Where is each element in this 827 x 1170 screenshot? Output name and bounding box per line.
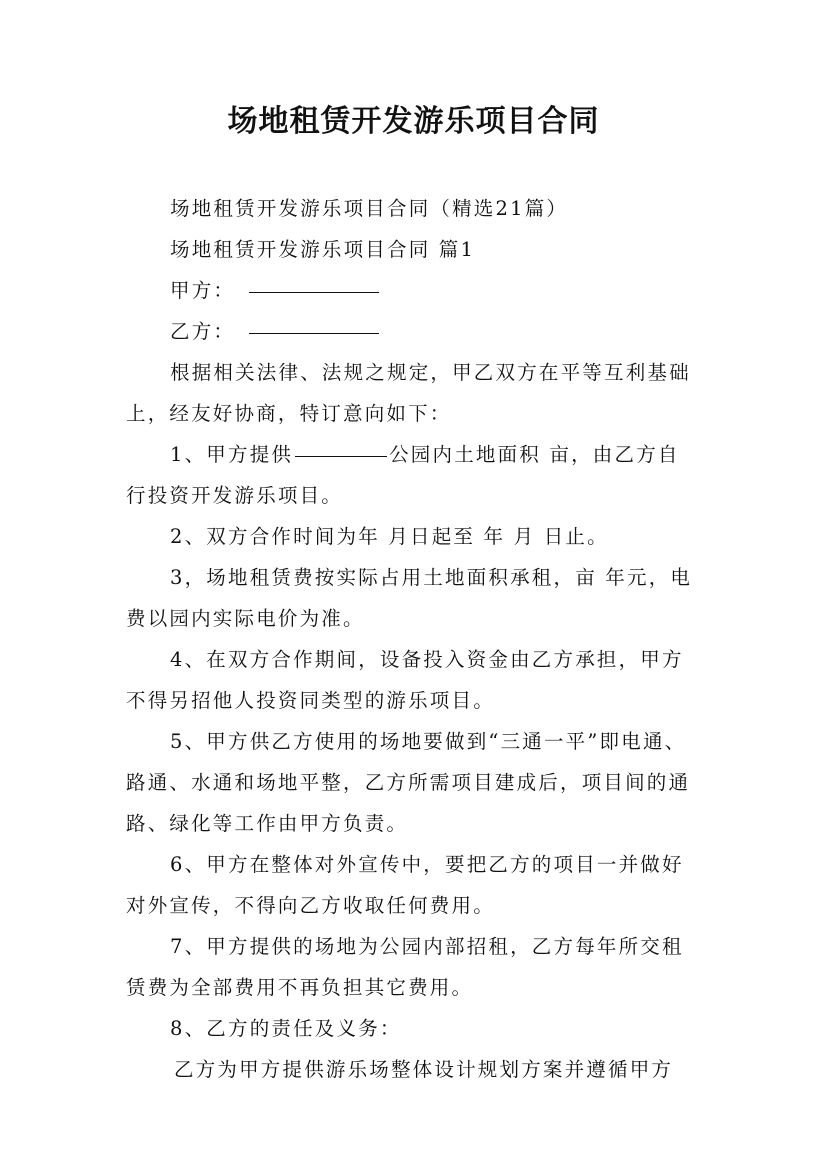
clause-8-line-1: 乙方为甲方提供游乐场整体设计规划方案并遵循甲方 <box>174 1058 674 1081</box>
clause-4-line-2: 不得另招他人投资同类型的游乐项目。 <box>126 689 495 712</box>
section-heading: 场地租赁开发游乐项目合同 篇1 <box>170 238 476 261</box>
party-b-blank <box>249 313 379 334</box>
clause-4-line-1: 4、在双方合作期间，设备投入资金由乙方承担，甲方 <box>170 648 684 671</box>
clause-1-part-2: 公园内土地面积 亩，由乙方自 <box>389 443 680 466</box>
clause-3-line-2: 费以园内实际电价为准。 <box>126 607 365 630</box>
intro-line-2: 上，经友好协商，特订意向如下： <box>126 402 452 425</box>
clause-7-line-2: 赁费为全部费用不再负担其它费用。 <box>126 976 474 999</box>
clause-5-line-1: 5、甲方供乙方使用的场地要做到“三通一平”即电通、 <box>170 730 687 753</box>
document-body <box>126 188 706 1090</box>
clause-5-line-3: 路、绿化等工作由甲方负责。 <box>126 812 409 835</box>
clause-2: 2、双方合作时间为年 月日起至 年 月 日止。 <box>170 525 609 548</box>
clause-5-line-2: 路通、水通和场地平整，乙方所需项目建成后，项目间的通 <box>126 771 691 794</box>
clause-3-line-1: 3，场地租赁费按实际占用土地面积承租，亩 年元，电 <box>170 566 693 589</box>
clause-6-line-1: 6、甲方在整体对外宣传中，要把乙方的项目一并做好 <box>170 853 684 876</box>
document-title: 场地租赁开发游乐项目合同 <box>227 104 600 139</box>
clause-6-line-2: 对外宣传，不得向乙方收取任何费用。 <box>126 894 495 917</box>
party-a-label: 甲方： <box>170 279 236 302</box>
party-b-label: 乙方： <box>170 320 236 343</box>
party-b-line <box>126 311 706 352</box>
clause-1-line-2: 行投资开发游乐项目。 <box>126 484 344 507</box>
clause-8-heading: 8、乙方的责任及义务： <box>170 1017 402 1040</box>
park-name-blank <box>295 436 387 457</box>
intro-line-1: 根据相关法律、法规之规定，甲乙双方在平等互利基础 <box>170 361 691 384</box>
clause-7-line-1: 7、甲方提供的场地为公园内部招租，乙方每年所交租 <box>170 935 684 958</box>
party-a-blank <box>249 272 379 293</box>
document-subtitle: 场地租赁开发游乐项目合同（精选21篇） <box>170 197 569 220</box>
party-a-line <box>126 270 706 311</box>
clause-1-part-1: 1、甲方提供 <box>170 443 294 466</box>
clause-1-line-1 <box>126 434 706 475</box>
